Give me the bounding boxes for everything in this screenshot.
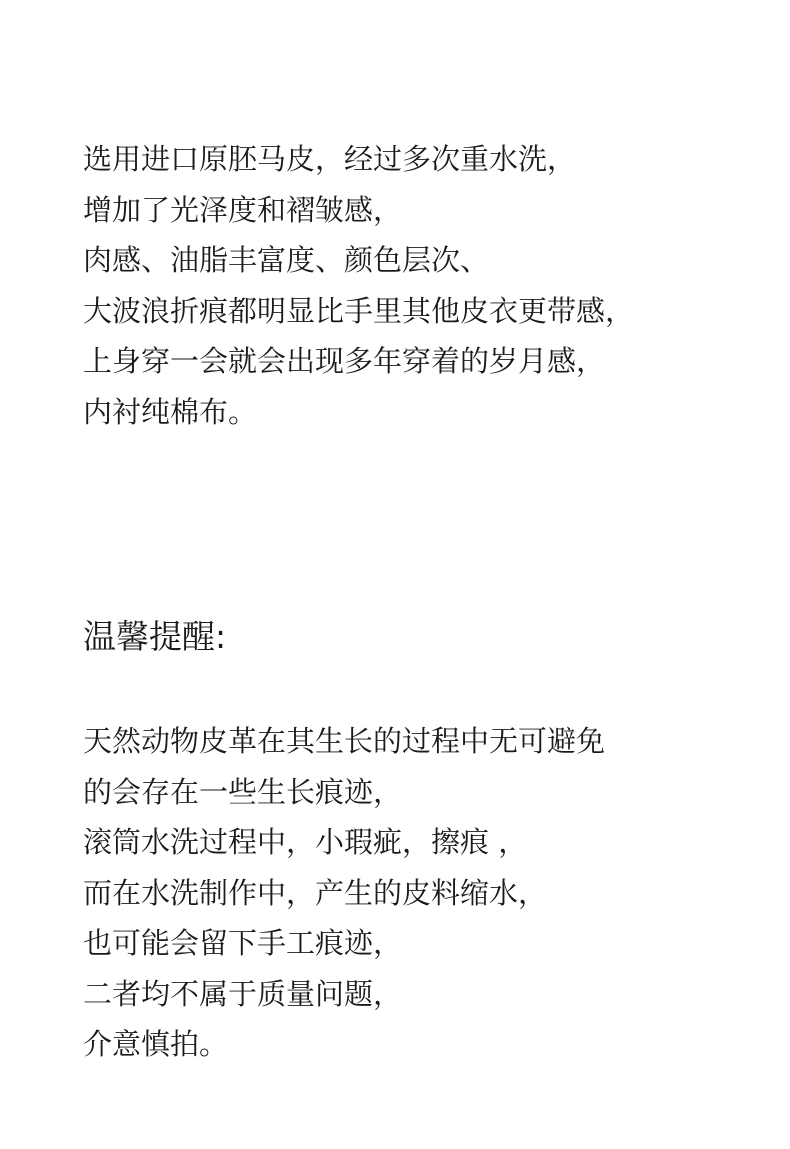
notice-line: 而在水洗制作中，产生的皮料缩水， [83,875,548,910]
description-line: 上身穿一会就会出现多年穿着的岁月感， [83,344,606,378]
description-line: 选用进口原胚马皮，经过多次重水洗， [83,142,577,176]
description-line: 内衬纯棉布。 [83,394,258,429]
notice-line: 介意慎拍。 [83,1027,229,1061]
notice-body [83,716,750,1070]
notice-line: 也可能会留下手工痕迹， [83,926,403,960]
description-line: 肉感、油脂丰富度、颜色层次、 [83,243,490,277]
notice-line: 二者均不属于质量问题， [83,976,403,1011]
product-description [83,134,750,437]
notice-line: 的会存在一些生长痕迹， [83,774,403,809]
description-line: 大波浪折痕都明显比手里其他皮衣更带感， [83,293,635,328]
notice-line: 天然动物皮革在其生长的过程中无可避免 [83,724,606,758]
notice-heading: 温馨提醒: [83,617,227,656]
description-line: 增加了光泽度和褶皱感， [83,192,403,227]
notice-line: 滚筒水洗过程中，小瑕疵，擦痕 ， [83,825,528,859]
